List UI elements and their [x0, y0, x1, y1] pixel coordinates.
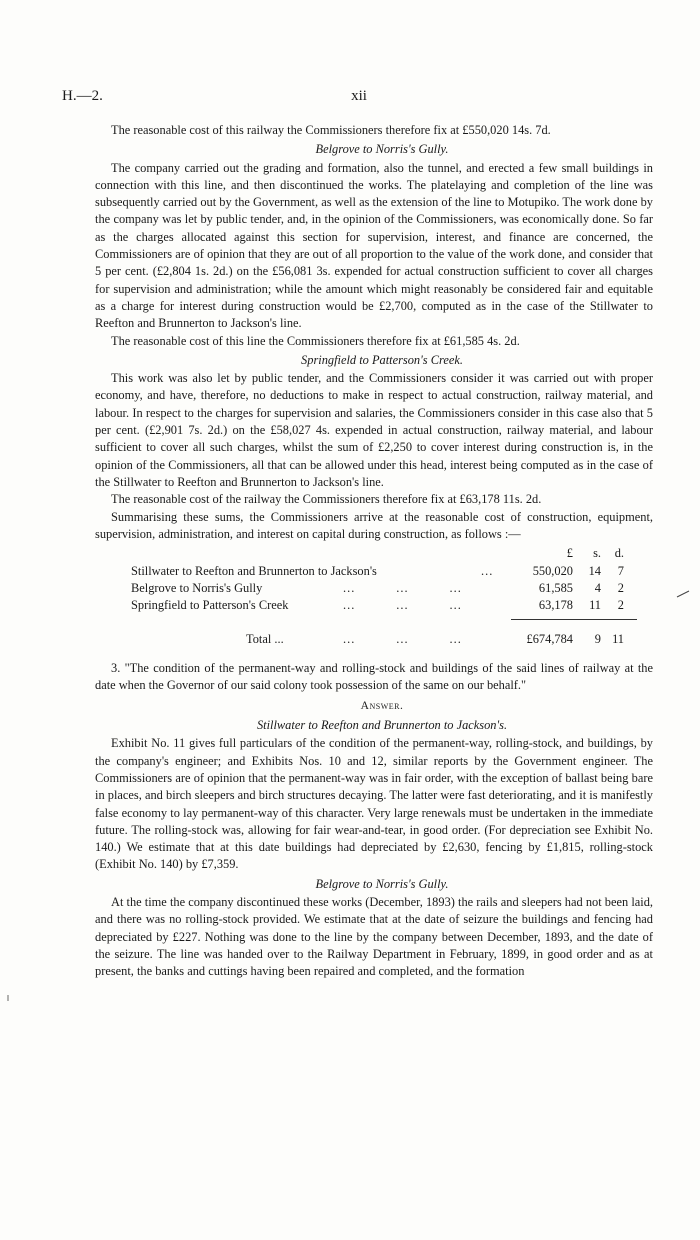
paragraph-question-3: 3. "The condition of the permanent-way and rolling-stock and buildings of the said lines of railway at the date when the Governor of our said colony took possession of the same on our behalf."	[95, 661, 653, 693]
total-pence: 11	[612, 632, 624, 647]
margin-pencil-mark	[676, 590, 690, 598]
row-shillings: 11	[589, 598, 601, 613]
total-leader-dots: ... ... ...	[343, 632, 462, 647]
paragraph-summary-intro: Summarising these sums, the Commissioners arrive at the reasonable cost of construction, equipment, supervision, administration, and interest on capital during construction, as follows :—	[95, 509, 653, 541]
margin-speck	[6, 995, 10, 1001]
cost-summary-table	[111, 545, 653, 660]
page-number: xii	[351, 88, 367, 104]
paragraph-belgrove-cost: The reasonable cost of this line the Commissioners therefore fix at £61,585 4s. 2d.	[111, 333, 520, 348]
total-label: Total ...	[246, 632, 284, 647]
row-label: Stillwater to Reefton and Brunnerton to Jackson's	[131, 564, 377, 579]
section-heading-belgrove: Belgrove to Norris's Gully.	[315, 142, 449, 157]
column-pence-header: d.	[614, 546, 624, 561]
paragraph-cost-summary-1: The reasonable cost of this railway the Commissioners therefore fix at £550,020 14s. 7d.	[111, 123, 551, 137]
answer-heading: Answer.	[360, 699, 404, 712]
paragraph-stillwater-condition: Exhibit No. 11 gives full particulars of the condition of the permanent-way, rolling-stock, and buildings, by the company's engineer; and Exhibits Nos. 10 and 12, similar reports by the Government engineer. The Commissioners are of opinion that the permanent-way was in fair order, with the exception of ballast being bare in places, and birch sleepers and birch structures decaying. The latter were fast deteriorating, and it is manifestly false economy to lay permanent-way of this character. Very large renewals must be undertaken in the immediate future. The rolling-stock was, allowing for fair wear-and-tear, in good order. (For depreciation see Exhibit No. 140.) We estimate that at this date buildings had depreciated by £2,630, fencing by £1,815, rolling-stock (Exhibit No. 140) by £7,359.	[95, 736, 653, 872]
paragraph-springfield-cost: The reasonable cost of the railway the Commissioners therefore fix at £63,178 11s. 2d.	[111, 492, 542, 507]
table-total-rule	[511, 619, 637, 620]
row-label: Springfield to Patterson's Creek	[131, 598, 289, 613]
column-shillings-header: s.	[593, 546, 601, 561]
row-pounds: 61,585	[538, 581, 573, 596]
section-heading-springfield: Springfield to Patterson's Creek.	[301, 352, 463, 367]
row-pence: 2	[617, 598, 624, 613]
table-row	[131, 563, 653, 580]
table-total-row	[131, 631, 653, 648]
row-leader-dots: ... ... ...	[343, 598, 462, 613]
row-leader-dots: ...	[481, 564, 494, 579]
page-header	[62, 88, 656, 110]
total-pounds: £674,784	[526, 632, 573, 647]
row-label: Belgrove to Norris's Gully	[131, 581, 263, 596]
row-shillings: 14	[588, 564, 601, 579]
document-reference: H.—2.	[62, 88, 103, 104]
paragraph-belgrove-details: The company carried out the grading and formation, also the tunnel, and erected a few small buildings in connection with this line, and then discontinued the works. The platelaying and completion of the line was subsequently carried out by the Government, as well as the extension of the line to Motupiko. The work done by the company was let by public tender, and, in the opinion of the Commissioners, was economically done. So far as the charges allocated against this section for supervision, interest, and finance are concerned, the Commissioners are of opinion that they are out of all proportion to the value of the work done, and consider that 5 per cent. (£2,804 1s. 2d.) on the £56,081 3s. expended for actual construction sufficient to cover all charges for supervision and administration; while the amount which might reasonably be considered fair and equitable as a charge for interest during construction would be £2,700, computed as in the case of the Stillwater to Reefton and Brunnerton to Jackson's line.	[95, 160, 653, 331]
paragraph-springfield-details: This work was also let by public tender, and the Commissioners consider it was carried out with proper economy, and have, therefore, no deductions to make in respect to actual construction, railway material, and labour. In respect to the charges for supervision and salaries, the Commissioners consider in this case also that 5 per cent. (£2,901 7s. 2d.) on the £58,027 4s. expended in actual construction, railway material, and labour sufficient to cover all such charges, whilst the sum of £2,250 to cover interest during construction is, in the opinion of the Commissioners, all that can be allowed under this head, interest being computed as in the case of the Stillwater to Reefton and Brunnerton to Jackson's line.	[95, 371, 653, 489]
row-pence: 7	[617, 564, 624, 579]
section-heading-stillwater: Stillwater to Reefton and Brunnerton to Jackson's.	[256, 718, 508, 733]
row-pounds: 550,020	[532, 564, 573, 579]
table-row	[131, 597, 653, 614]
column-pounds-header: £	[566, 546, 573, 561]
row-pence: 2	[617, 581, 624, 596]
row-shillings: 4	[594, 581, 601, 596]
total-shillings: 9	[594, 632, 601, 647]
row-pounds: 63,178	[538, 598, 573, 613]
page-body	[95, 122, 653, 980]
table-row	[131, 580, 653, 597]
section-heading-belgrove-2: Belgrove to Norris's Gully.	[315, 876, 449, 891]
paragraph-belgrove-condition: At the time the company discontinued these works (December, 1893) the rails and sleepers had not been laid, and there was no rolling-stock provided. We estimate that at the date of seizure the buildings and fencing had depreciated by £227. Nothing was done to the line by the company between December, 1893, and the date of the seizure. The line was handed over to the Railway Department in February, 1899, in good order and as at present, the banks and cuttings having been repaired and completed, and the formation	[95, 894, 653, 979]
row-leader-dots: ... ... ...	[343, 581, 462, 596]
table-header-row	[131, 545, 653, 562]
